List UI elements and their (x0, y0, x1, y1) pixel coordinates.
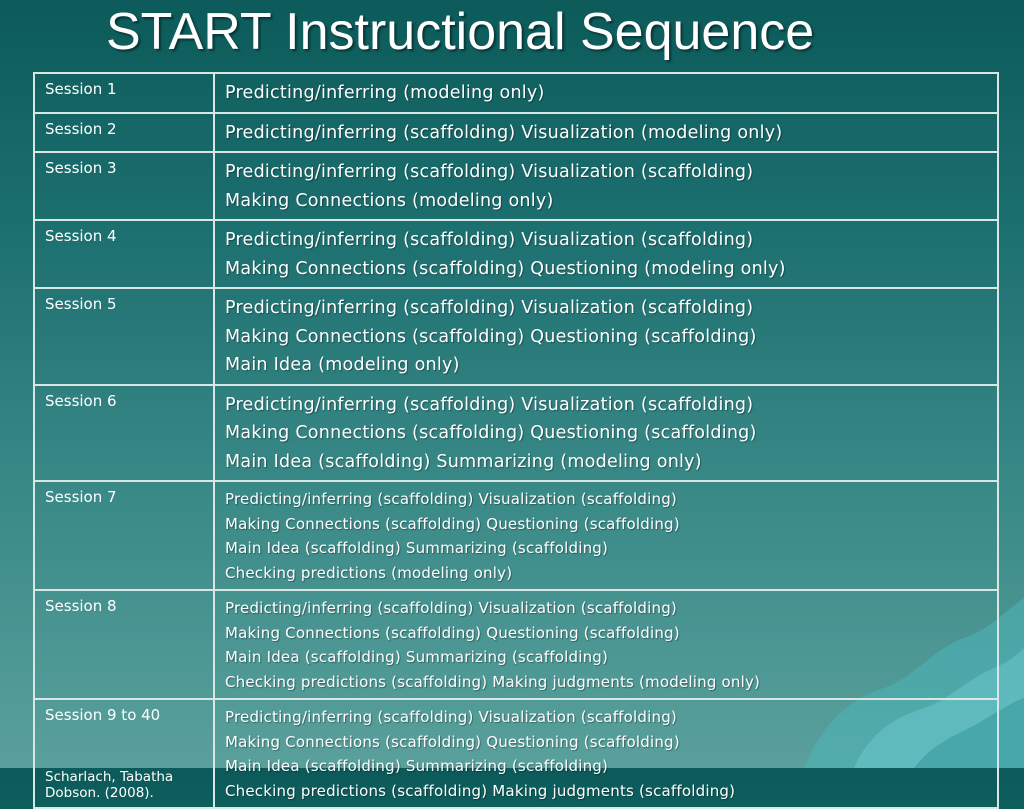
activity-line: Predicting/inferring (scaffolding) Visualization (scaffolding) (225, 162, 754, 182)
activities-cell (214, 481, 998, 590)
session-cell (34, 113, 214, 153)
session-label: Session 1 (45, 80, 117, 98)
session-label: Session 8 (45, 597, 117, 615)
session-cell (34, 385, 214, 482)
activity-line: Main Idea (modeling only) (225, 355, 460, 375)
activity-line: Predicting/inferring (scaffolding) Visualization (scaffolding) (225, 298, 754, 318)
session-label: Session 3 (45, 159, 117, 177)
session-label: Session 6 (45, 391, 117, 410)
activity-line: Predicting/inferring (modeling only) (225, 83, 545, 103)
activity-line: Main Idea (scaffolding) Summarizing (scaffolding) (225, 648, 609, 666)
activities-cell (214, 699, 998, 808)
activity-line: Predicting/inferring (scaffolding) Visualization (scaffolding) (225, 394, 754, 415)
table-row (34, 152, 998, 220)
activity-line: Making Connections (scaffolding) Questioning (modeling only) (225, 258, 786, 279)
session-label: Session 9 to 40 (45, 706, 161, 724)
session-cell (34, 288, 214, 385)
activities-cell (214, 220, 998, 288)
session-cell (34, 481, 214, 590)
session-cell (34, 73, 214, 113)
activities-cell (214, 590, 998, 699)
activity-line: Predicting/inferring (scaffolding) Visualization (scaffolding) (225, 599, 677, 617)
table-row (34, 699, 998, 808)
activity-line: Making Connections (scaffolding) Questioning (scaffolding) (225, 623, 680, 642)
table-row (34, 481, 998, 590)
session-cell (34, 699, 214, 808)
session-label: Session 7 (45, 488, 117, 506)
activity-line: Predicting/inferring (scaffolding) Visualization (scaffolding) (225, 230, 754, 250)
activities-cell (214, 152, 998, 220)
session-label: Session 5 (45, 295, 117, 313)
activity-line: Checking predictions (scaffolding) Making judgments (modeling only) (225, 672, 761, 691)
activities-cell (214, 73, 998, 113)
table-row (34, 288, 998, 385)
page-title: START Instructional Sequence (106, 3, 815, 61)
table-row (34, 220, 998, 288)
session-label: Session 2 (45, 119, 117, 138)
table-row (34, 590, 998, 699)
activity-line: Making Connections (scaffolding) Questioning (scaffolding) (225, 514, 680, 533)
session-label: Session 4 (45, 227, 117, 245)
table-row (34, 385, 998, 482)
activity-line: Making Connections (scaffolding) Questioning (scaffolding) (225, 732, 680, 751)
activity-line: Making Connections (scaffolding) Questioning (scaffolding) (225, 326, 757, 347)
table-row (34, 113, 998, 153)
activity-line: Checking predictions (scaffolding) Making judgments (scaffolding) (225, 781, 736, 800)
activity-line: Main Idea (scaffolding) Summarizing (scaffolding) (225, 539, 609, 557)
session-cell (34, 590, 214, 699)
session-cell (34, 220, 214, 288)
activity-line: Predicting/inferring (scaffolding) Visualization (modeling only) (225, 122, 783, 143)
table-row (34, 73, 998, 113)
session-cell (34, 152, 214, 220)
citation-text: Scharlach, Tabatha Dobson. (2008). (45, 769, 174, 801)
activity-line: Main Idea (scaffolding) Summarizing (scaffolding) (225, 757, 609, 775)
activity-line: Main Idea (scaffolding) Summarizing (modeling only) (225, 451, 702, 472)
instructional-sequence-table (33, 72, 999, 809)
activity-line: Predicting/inferring (scaffolding) Visualization (scaffolding) (225, 490, 677, 508)
activity-line: Making Connections (scaffolding) Questioning (scaffolding) (225, 423, 757, 443)
activity-line: Predicting/inferring (scaffolding) Visualization (scaffolding) (225, 708, 677, 726)
activity-line: Checking predictions (modeling only) (225, 563, 513, 582)
activities-cell (214, 288, 998, 385)
activity-line: Making Connections (modeling only) (225, 190, 554, 211)
activities-cell (214, 385, 998, 482)
activities-cell (214, 113, 998, 153)
